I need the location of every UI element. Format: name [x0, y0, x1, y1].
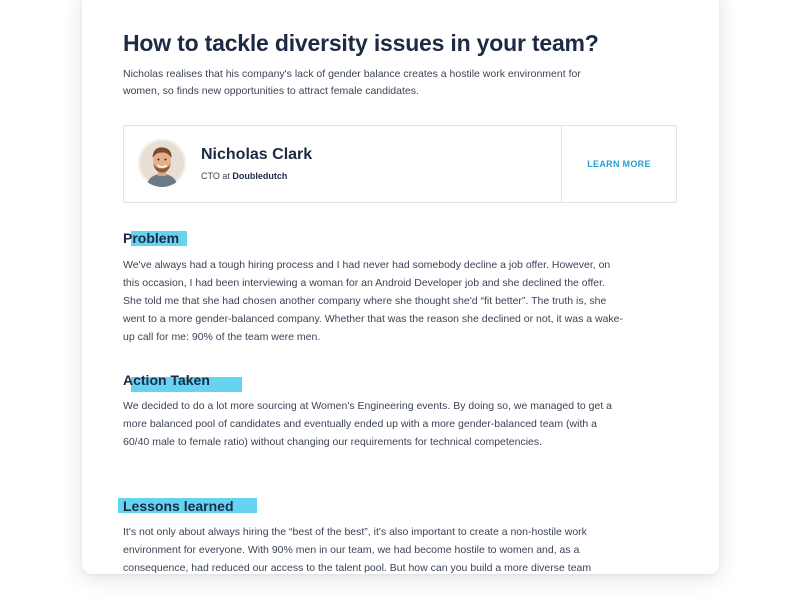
article-card — [82, 0, 719, 574]
author-name: Nicholas Clark — [201, 146, 313, 163]
article-title: How to tackle diversity issues in your team? — [123, 30, 599, 56]
author-avatar — [138, 139, 186, 187]
section-heading-action-taken: Action Taken — [123, 372, 210, 388]
section-body-action-taken: We decided to do a lot more sourcing at Women's Engineering events. By doing so, we managed to get a more balanced pool of candidates and eventually ended up with a more gender-balanced team (with a 60/40 male to female ratio) without changing our requirements for technical competencies. — [123, 400, 612, 448]
section-heading-lessons-learned: Lessons learned — [123, 498, 234, 514]
section-body-lessons-learned: It's not only about always hiring the “best of the best”, it's also important to create a non-hostile work environment for everyone. With 90% men in our team, we had become hostile to women and, as a consequence, had reduced our access to the talent pool. But how can you build a more diverse team — [123, 526, 592, 574]
section-body-problem: We've always had a tough hiring process and I had never had somebody decline a job offer. However, on this occasion, I had been interviewing a woman for an Android Developer job and she declined the offer. She told me that she had chosen another company where she thought she'd “fit better”. The truth is, she went to a more gender-balanced company. Whether that was the reason she declined or not, it was a wake-up call for me: 90% of the team were men. — [123, 259, 623, 343]
avatar-illustration-icon — [138, 139, 186, 187]
section-heading-problem: Problem — [123, 230, 180, 246]
author-role-prefix: CTO at — [201, 171, 230, 181]
author-role — [201, 171, 287, 181]
article-subtitle: Nicholas realises that his company's lack of gender balance creates a hostile work environment for women, so finds new opportunities to attract female candidates. — [123, 68, 581, 97]
learn-more-link[interactable]: LEARN MORE — [587, 159, 651, 169]
author-card — [123, 125, 677, 203]
author-company: Doubledutch — [232, 171, 288, 181]
